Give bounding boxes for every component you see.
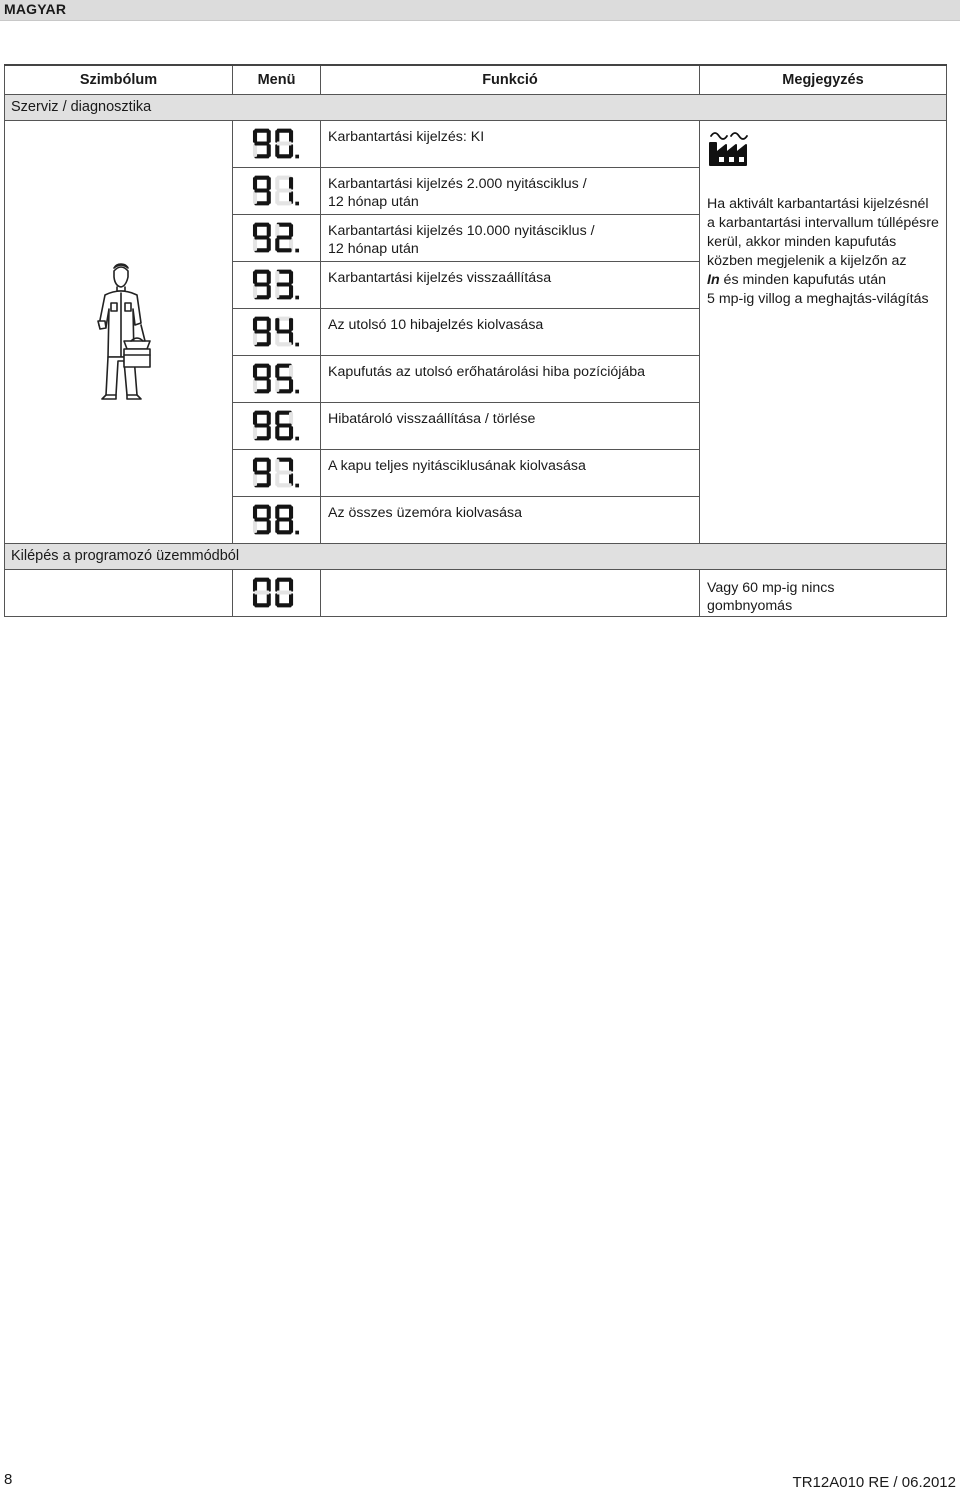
menu-code-cell [233,402,321,449]
display-in-code: In [707,271,720,288]
decimal-point [295,201,299,205]
segment-on [267,506,271,519]
segment-on [275,144,279,157]
segment-off [275,285,279,298]
factory-maintenance-icon [707,127,751,167]
function-cell: Karbantartási kijelzés visszaállítása [321,261,700,308]
segment-on [277,282,292,286]
function-cell: Karbantartási kijelzés 2.000 nyitásciklus / 12 hónap után [321,167,700,214]
segment-on [267,271,271,284]
segment-on [289,271,293,284]
segment-on [277,329,292,333]
segment-display-98 [250,502,302,540]
section-row-exit [5,543,947,569]
table-row [5,569,947,616]
segment-display-92 [250,220,302,258]
menu-code-cell [233,355,321,402]
segment-on [275,365,279,378]
segment-on [253,130,257,143]
segment-display-96 [250,408,302,446]
segment-on [275,130,279,143]
segment-on [275,426,279,439]
segment-off [253,285,257,298]
document-code: TR12A010 RE / 06.2012 [792,1474,956,1491]
segment-off [275,191,279,204]
segment-on [277,235,292,239]
segment-off [289,412,293,425]
segment-on [254,188,269,192]
menu-code-cell [233,214,321,261]
menu-code-cell [233,496,321,543]
segment-on [267,579,271,592]
segment-on [253,459,257,472]
segment-on [253,224,257,237]
symbol-cell [5,120,233,543]
segment-on [289,579,293,592]
symbol-cell [5,569,233,616]
decimal-point [295,248,299,252]
segment-on [253,412,257,425]
segment-off [253,520,257,533]
segment-off [275,271,279,284]
segment-on [267,412,271,425]
segment-on [267,459,271,472]
segment-on [289,177,293,190]
decimal-point [295,389,299,393]
segment-display-00 [250,575,302,613]
segment-display-97 [250,455,302,493]
segment-display-91 [250,173,302,211]
segment-off [275,473,279,486]
function-cell: Hibatároló visszaállítása / törlése [321,402,700,449]
function-cell [321,569,700,616]
function-cell: Az összes üzemóra kiolvasása [321,496,700,543]
segment-display-93 [250,267,302,305]
programming-table [4,64,947,617]
segment-off [253,191,257,204]
decimal-point [295,342,299,346]
segment-on [254,282,269,286]
segment-display-90 [250,126,302,164]
segment-off [254,590,269,594]
segment-on [275,506,279,519]
segment-off [275,332,279,345]
language-label: MAGYAR [4,1,67,17]
section-title: Kilépés a programozó üzemmódból [5,543,947,569]
segment-on [253,271,257,284]
menu-code-cell [233,569,321,616]
decimal-point [295,530,299,534]
segment-on [289,130,293,143]
segment-off [277,141,292,145]
page-number: 8 [4,1471,13,1488]
segment-on [253,177,257,190]
note-cell-maintenance [700,120,947,543]
section-title: Szerviz / diagnosztika [5,94,947,120]
segment-on [253,506,257,519]
segment-off [253,473,257,486]
segment-on [289,506,293,519]
segment-on [277,376,292,380]
segment-on [253,318,257,331]
function-cell: Karbantartási kijelzés: KI [321,120,700,167]
menu-code-cell [233,167,321,214]
segment-off [275,379,279,392]
segment-off [277,188,292,192]
segment-off [275,224,279,237]
segment-on [267,177,271,190]
segment-off [253,238,257,251]
segment-on [253,365,257,378]
language-header [0,0,960,21]
segment-on [289,318,293,331]
segment-on [254,470,269,474]
segment-off [253,426,257,439]
segment-off [275,177,279,190]
menu-code-cell [233,261,321,308]
segment-on [267,365,271,378]
section-row-service [5,94,947,120]
segment-on [275,579,279,592]
table-header-row [5,65,947,94]
segment-on [253,579,257,592]
decimal-point [295,154,299,158]
maintenance-note: Ha aktivált karbantartási kijelzésnél a karbantartási intervallum túllépésre kerül, akkor minden kapufutás közben megjelenik a kijelzőn az In és minden kapufutás után 5 mp-ig villog a meghajtás-világítás [707,195,939,307]
segment-on [289,224,293,237]
segment-off [253,144,257,157]
segment-on [275,520,279,533]
segment-on [254,376,269,380]
segment-on [254,235,269,239]
segment-on [254,141,269,145]
segment-off [253,379,257,392]
segment-on [254,423,269,427]
function-cell: A kapu teljes nyitásciklusának kiolvasása [321,449,700,496]
column-header: Menü [233,65,321,94]
segment-off [275,459,279,472]
segment-on [275,593,279,606]
segment-on [267,318,271,331]
function-cell: Karbantartási kijelzés 10.000 nyitásciklus / 12 hónap után [321,214,700,261]
segment-display-94 [250,314,302,352]
segment-on [277,517,292,521]
note-cell-exit: Vagy 60 mp-ig nincs gombnyomás [700,569,947,616]
segment-on [254,329,269,333]
segment-on [275,412,279,425]
decimal-point [295,295,299,299]
segment-on [267,224,271,237]
decimal-point [295,436,299,440]
column-header: Megjegyzés [700,65,947,94]
segment-off [253,332,257,345]
function-cell: Kapufutás az utolsó erőhatárolási hiba pozíciójába [321,355,700,402]
segment-on [275,238,279,251]
segment-off [277,470,292,474]
column-header: Funkció [321,65,700,94]
segment-on [253,593,257,606]
service-technician-with-toolbox-icon [81,257,161,407]
segment-on [254,517,269,521]
menu-code-cell [233,120,321,167]
menu-code-cell [233,449,321,496]
segment-on [275,318,279,331]
segment-off [277,590,292,594]
segment-on [289,459,293,472]
segment-on [267,130,271,143]
column-header: Szimbólum [5,65,233,94]
function-cell: Az utolsó 10 hibajelzés kiolvasása [321,308,700,355]
segment-off [289,365,293,378]
table-row [5,120,947,167]
segment-display-95 [250,361,302,399]
decimal-point [295,483,299,487]
segment-on [277,423,292,427]
menu-code-cell [233,308,321,355]
